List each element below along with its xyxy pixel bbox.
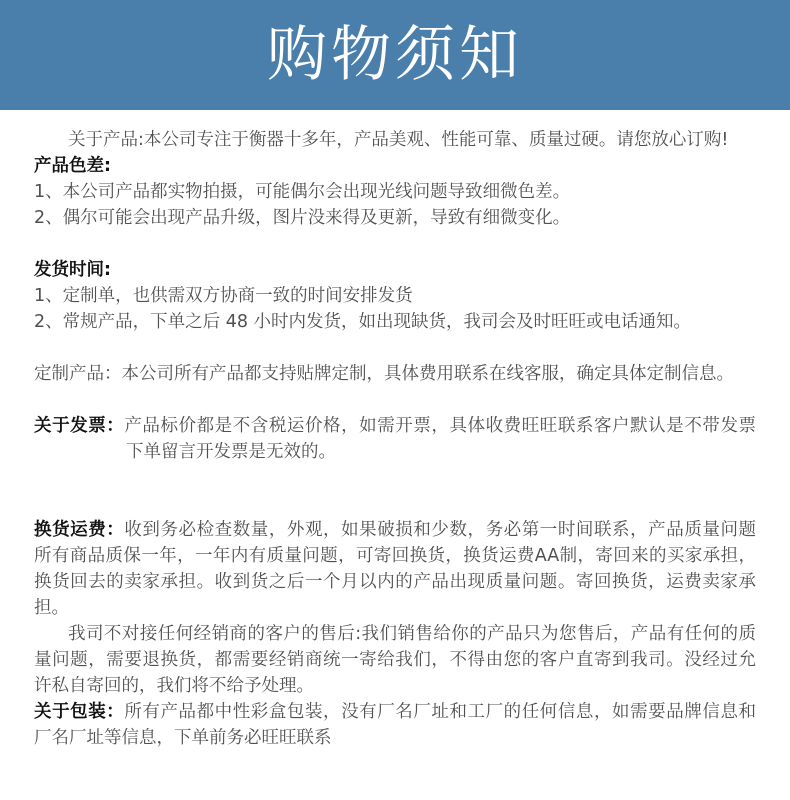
exchange-line: 所有商品质保一年，一年内有质量问题，可寄回换货，换货运费AA制，寄回来的买家承担，	[34, 546, 756, 566]
exchange-heading: 换货运费：	[34, 520, 125, 540]
packaging-line: 厂名厂址等信息，下单前务必旺旺联系	[34, 728, 332, 748]
exchange-text: 收到务必检查数量，外观，如果破损和少数，务必第一时间联系，产品质量问题	[124, 520, 757, 540]
dealer-line: 许私自寄回的，我们将不给予处理。	[34, 676, 314, 696]
intro-text: 关于产品:本公司专注于衡器十多年，产品美观、性能可靠、质量过硬。请您放心订购!	[68, 130, 729, 150]
exchange-line: 换货回去的卖家承担。收到货之后一个月以内的产品出现质量问题。寄回换货，运费卖家承	[34, 572, 756, 592]
shipping-line: 1、定制单，也供需双方协商一致的时间安排发货	[34, 286, 413, 306]
color-diff-heading: 产品色差:	[34, 156, 111, 176]
invoice-line: 下单留言开发票是无效的。	[126, 442, 336, 462]
invoice-heading: 关于发票：	[34, 416, 125, 436]
dealer-line: 量问题，需要退换货，都需要经销商统一寄给我们，不得由您的客户直寄到我司。没经过允	[34, 650, 756, 670]
invoice-line	[34, 414, 756, 438]
exchange-line	[34, 518, 756, 542]
shipping-heading: 发货时间:	[34, 260, 111, 280]
invoice-text: 产品标价都是不含税运价格，如需开票，具体收费旺旺联系客户默认是不带发票	[124, 416, 757, 436]
shipping-line: 2、常规产品，下单之后 48 小时内发货，如出现缺货，我司会及时旺旺或电话通知。	[34, 312, 692, 332]
color-diff-line: 1、本公司产品都实物拍摄，可能偶尔会出现光线问题导致细微色差。	[34, 182, 571, 202]
page-title: 购物须知	[267, 20, 523, 90]
color-diff-line: 2、偶尔可能会出现产品升级，图片没来得及更新，导致有细微变化。	[34, 208, 571, 228]
packaging-heading: 关于包装：	[34, 702, 125, 722]
header-banner	[0, 0, 790, 110]
packaging-line	[34, 700, 756, 724]
dealer-line: 我司不对接任何经销商的客户的售后:我们销售给你的产品只为您售后，产品有任何的质	[68, 624, 756, 644]
custom-text: 定制产品：本公司所有产品都支持贴牌定制，具体费用联系在线客服，确定具体定制信息。	[34, 364, 734, 384]
packaging-text: 所有产品都中性彩盒包装，没有厂名厂址和工厂的任何信息，如需要品牌信息和	[124, 702, 757, 722]
exchange-line: 担。	[34, 598, 69, 618]
